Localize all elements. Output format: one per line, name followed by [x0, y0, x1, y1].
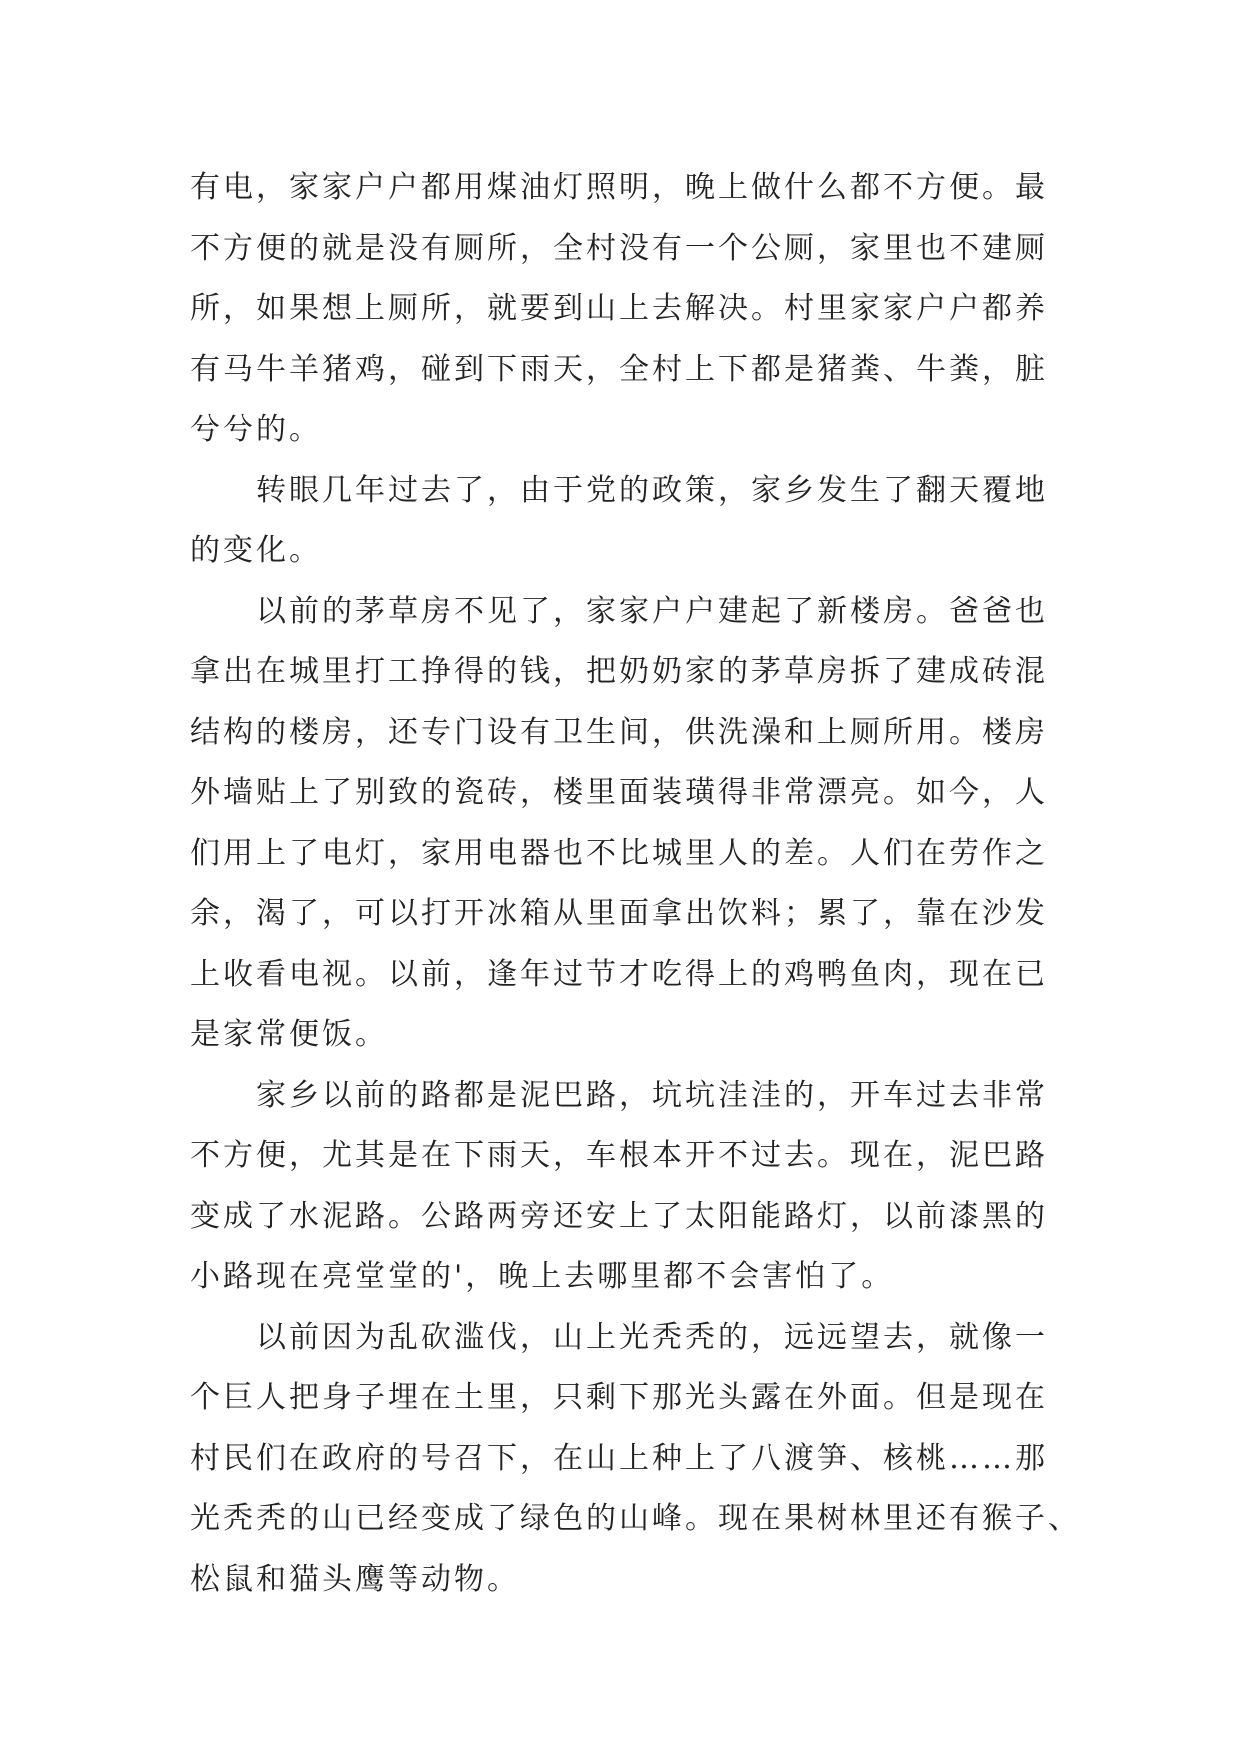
text-line: 有马牛羊猪鸡，碰到下雨天，全村上下都是猪粪、牛粪，脏	[190, 351, 1048, 387]
text-line: 变成了水泥路。公路两旁还安上了太阳能路灯，以前漆黑的	[190, 1198, 1048, 1234]
text-line: 松鼠和猫头鹰等动物。	[190, 1561, 520, 1597]
text-line: 们用上了电灯，家用电器也不比城里人的差。人们在劳作之	[190, 835, 1048, 871]
text-line: 不方便，尤其是在下雨天，车根本开不过去。现在，泥巴路	[190, 1138, 1048, 1173]
text-line: 上收看电视。以前，逢年过节才吃得上的鸡鸭鱼肉，现在已	[190, 956, 1048, 992]
text-line: 余，渴了，可以打开冰箱从里面拿出饮料；累了，靠在沙发	[190, 896, 1048, 931]
paragraph-start-line: 以前因为乱砍滥伐，山上光秃秃的，远远望去，就像一	[256, 1319, 1048, 1355]
paragraph-start-line: 以前的茅草房不见了，家家户户建起了新楼房。爸爸也	[256, 593, 1048, 629]
text-line: 兮兮的。	[190, 412, 322, 447]
text-line: 光秃秃的山已经变成了绿色的山峰。现在果树林里还有猴子、	[190, 1501, 1081, 1536]
paragraph-start-line: 家乡以前的路都是泥巴路，坑坑洼洼的，开车过去非常	[256, 1077, 1048, 1113]
text-line: 是家常便饭。	[190, 1017, 388, 1052]
text-line: 外墙贴上了别致的瓷砖，楼里面装璜得非常漂亮。如今，人	[190, 775, 1048, 810]
text-line: 结构的楼房，还专门设有卫生间，供洗澡和上厕所用。楼房	[190, 714, 1048, 750]
text-line: 村民们在政府的号召下，在山上种上了八渡笋、核桃……那	[190, 1440, 1048, 1476]
text-line: 不方便的就是没有厕所，全村没有一个公厕，家里也不建厕	[190, 230, 1048, 266]
article-body	[190, 158, 1081, 1610]
text-line: 有电，家家户户都用煤油灯照明，晚上做什么都不方便。最	[190, 170, 1048, 205]
text-line: 拿出在城里打工挣得的钱，把奶奶家的茅草房拆了建成砖混	[190, 654, 1048, 689]
text-line: 的变化。	[190, 533, 322, 568]
text-line: 小路现在亮堂堂的'，晚上去哪里都不会害怕了。	[190, 1259, 895, 1294]
text-line: 个巨人把身子埋在土里，只剩下那光头露在外面。但是现在	[190, 1380, 1048, 1415]
text-line: 所，如果想上厕所，就要到山上去解决。村里家家户户都养	[190, 291, 1048, 326]
paragraph-start-line: 转眼几年过去了，由于党的政策，家乡发生了翻天覆地	[256, 472, 1048, 508]
